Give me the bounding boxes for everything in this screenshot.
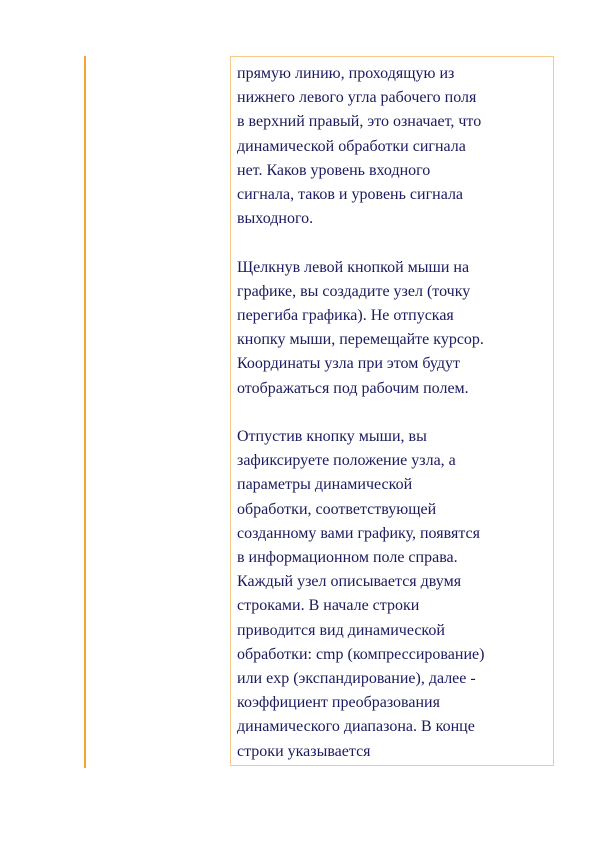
text-line: отображаться под рабочим полем. — [237, 379, 469, 397]
text-line: кнопку мыши, перемещайте курсор. — [237, 331, 484, 349]
paragraph-1 — [237, 62, 549, 231]
margin-rule — [84, 56, 86, 768]
text-line: Щелкнув левой кнопкой мыши на — [237, 258, 470, 276]
text-line: строки указывается — [237, 742, 371, 760]
text-frame — [230, 56, 554, 766]
text-line: обработки, соответствующей — [237, 500, 437, 518]
text-line: динамического диапазона. В конце — [237, 718, 475, 736]
text-line: сигнала, таков и уровень сигнала — [237, 186, 464, 204]
text-line: нет. Каков уровень входного — [237, 161, 431, 179]
text-line: выходного. — [237, 210, 314, 228]
text-line: приводится вид динамической — [237, 621, 445, 639]
paragraph-2 — [237, 256, 549, 401]
text-line: созданному вами графику, появятся — [237, 524, 480, 542]
text-line: в информационном поле справа. — [237, 549, 458, 567]
text-line: Координаты узла при этом будут — [237, 355, 461, 373]
text-line: параметры динамической — [237, 476, 413, 494]
text-line: Отпустив кнопку мыши, вы — [237, 428, 427, 446]
text-line: обработки: cmp (компрессирование) — [237, 645, 485, 663]
text-line: нижнего левого угла рабочего поля — [237, 89, 477, 107]
text-line: зафиксируете положение узла, а — [237, 452, 456, 470]
text-line: коэффициент преобразования — [237, 694, 440, 712]
text-line: или exp (экспандирование), далее - — [237, 670, 476, 688]
paragraph-3 — [237, 425, 549, 764]
text-line: перегиба графика). Не отпуская — [237, 307, 454, 325]
text-line: в верхний правый, это означает, что — [237, 113, 482, 131]
text-line: Каждый узел описывается двумя — [237, 573, 462, 591]
text-line: строками. В начале строки — [237, 597, 420, 615]
text-line: динамической обработки сигнала — [237, 137, 466, 155]
text-line: графике, вы создадите узел (точку — [237, 282, 471, 300]
text-line: прямую линию, проходящую из — [237, 65, 455, 82]
